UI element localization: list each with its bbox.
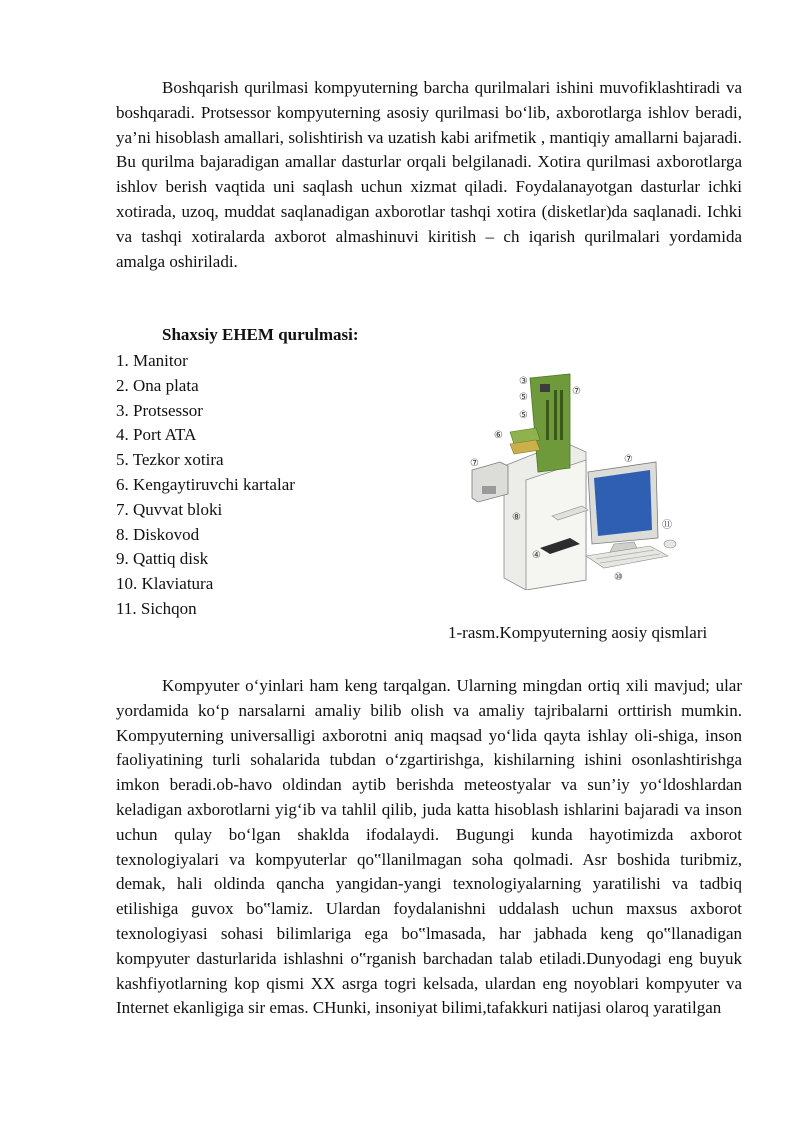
list-item: 10. Klaviatura (116, 574, 214, 594)
figure-caption: 1-rasm.Kompyuterning aosiy qismlari (448, 623, 708, 642)
keyboard-illustration (586, 546, 668, 568)
monitor-illustration (588, 462, 658, 556)
callout-marker: ④ (532, 550, 541, 561)
list-item: 9. Qattiq disk (116, 549, 209, 569)
list-item: 4. Port ATA (116, 425, 197, 445)
callout-marker: ③ (519, 376, 528, 387)
list-item: 1. Manitor (116, 351, 188, 370)
list-item: 8. Diskovod (116, 524, 200, 544)
computer-parts-figure (464, 370, 692, 590)
list-item: 7. Quvvat bloki (116, 499, 223, 519)
section-heading: Shaxsiy EHEM qurulmasi: (162, 325, 359, 344)
list-item: 6. Kengaytiruvchi kartalar (116, 474, 295, 494)
list-item: 3. Protsessor (116, 400, 203, 420)
callout-marker: ⑧ (512, 512, 521, 523)
list-item: 5. Tezkor xotira (116, 450, 224, 470)
callout-marker: ⑥ (494, 430, 503, 441)
list-item: 11. Sichqon (116, 598, 197, 618)
callout-marker: ⑦ (470, 458, 479, 469)
callout-marker: ⑪ (662, 520, 672, 531)
callout-marker: ⑤ (519, 410, 528, 421)
intro-paragraph: Boshqarish qurilmasi kompyuterning barcha qurilmalari ishini muvofiklashtiradi va boshqaradi. Protsessor kompyuterning asosiy qurilmasi bo‘lib, axborotlarga ishlov beradi, ya’ni hisoblash amallari, solishtirish va uzatish kabi arifmetik , mantiqiy amallarni bajaradi. Bu qurilma bajaradigan amallar dasturlar orqali belgilanadi. Xotira qurilmasi axborotlarga ishlov berish vaqtida uni saqlash uchun xizmat qiladi. Foydalanayotgan dasturlar ichki xotirada, uzoq, muddat saqlanadigan axborotlar tashqi xotira (disketlar)da saqlanadi. Ichki va tashqi xotiralarda axborot almashinuvi kiritish – ch iqarish qurilmalari yordamida amalga oshiriladi. (116, 78, 742, 271)
mouse-illustration (664, 540, 676, 548)
system-unit-illustration (472, 442, 588, 590)
list-item: 2. Ona plata (116, 375, 199, 395)
device-list (116, 349, 295, 622)
callout-marker: ⑤ (519, 392, 528, 403)
callout-marker: ⑦ (624, 454, 633, 465)
motherboard-illustration (510, 374, 570, 472)
body-paragraph: Kompyuter o‘yinlari ham keng tarqalgan. Ularning mingdan ortiq xili mavjud; ular yordamida ko‘p narsalarni amaliy bilib olish va amaliy tajribalarni orttirish mumkin. Kompyuterning universalligi axborotni aniq maqsad yo‘lida qayta ishlay oli-shiga, inson faoliyatining turli sohalarida tubdan o‘zgartirishga, kishilarning ishini osonlashtirishga imkon beradi.ob-havo oldindan aytib berishda meteostyalar va sun’iy yo‘ldoshlardan keladigan axborotlarni yig‘ib va tahlil qilib, juda katta hisoblash ishlarini bajaradi va inson uchun qulay bo‘lgan shaklda ifodalaydi. Bugungi kunda hayotimizda axborot texnologiyalari va kompyuterlar qo‟llanilmagan soha qolmadi. Asr boshida turibmiz, demak, hali oldinda qancha yangidan-yangi texnologiyalarning yaratilishi va tadbiq etilishiga guvox bo‟lamiz. Ulardan foydalanishni uddalash uchun maxsus axborot texnologiyasi sohasi bilimlariga ega bo‟lmasada, har jabhada keng qo‟llanadigan kompyuter dasturlarida ishlashni o‟rganish barchadan talab etiladi.Dunyodagi eng buyuk kashfiyotlarning kop qismi XX asrga togri kelsada, ulardan eng noyoblari kompyuter va Internet ekanligiga sir emas. CHunki, insoniyat bilimi,tafakkuri natijasi olaroq yaratilgan (116, 676, 742, 1018)
callout-marker: ⑦ (572, 386, 581, 397)
callout-marker: ⑩ (614, 572, 623, 583)
